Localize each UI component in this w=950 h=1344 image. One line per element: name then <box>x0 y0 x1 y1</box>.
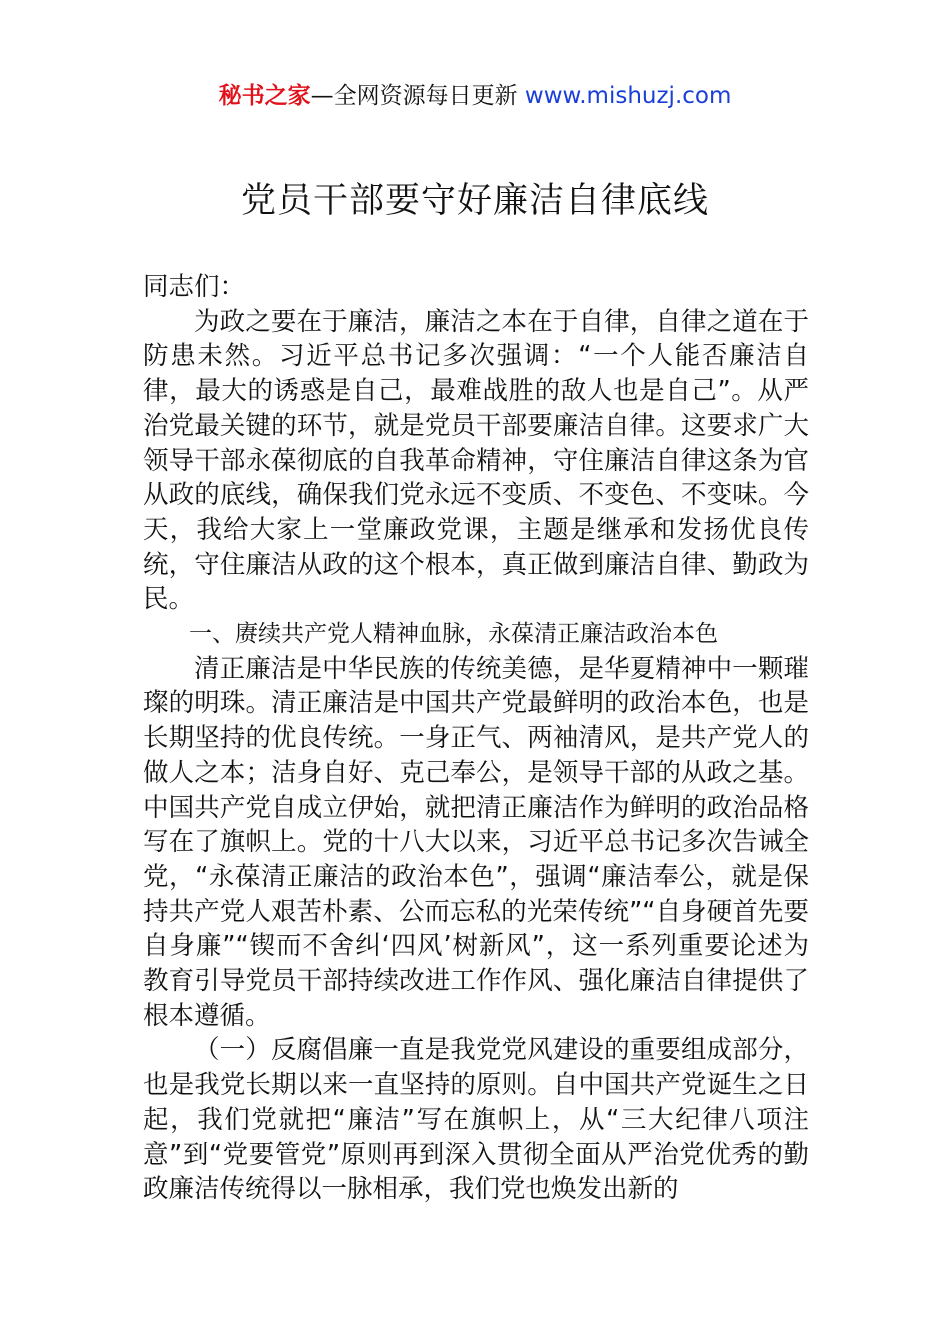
document-body <box>143 270 809 1207</box>
site-header <box>0 80 950 112</box>
site-tagline: —全网资源每日更新 <box>310 83 525 109</box>
site-brand: 秘书之家 <box>218 83 311 109</box>
site-url-link[interactable]: www.mishuzj.com <box>524 83 732 109</box>
document-title: 党员干部要守好廉洁自律底线 <box>240 181 709 221</box>
paragraph-section-1: 清正廉洁是中华民族的传统美德，是华夏精神中一颗璀璨的明珠。清正廉洁是中国共产党最鲜明的政治本色，也是长期坚持的优良传统。一身正气、两袖清风，是共产党人的做人之本；洁身自好、克己奉公，是领导干部的从政之基。中国共产党自成立伊始，就把清正廉洁作为鲜明的政治品格写在了旗帜上。党的十八大以来，习近平总书记多次告诫全党，“永葆清正廉洁的政治本色”，强调“廉洁奉公，就是保持共产党人艰苦朴素、公而忘私的光荣传统”“自身硬首先要自身廉”“锲而不舍纠‘四风’树新风”，这一系列重要论述为教育引导党员干部持续改进工作作风、强化廉洁自律提供了根本遵循。 <box>143 653 809 1031</box>
salutation: 同志们： <box>143 272 246 302</box>
paragraph-subsection-1: （一）反腐倡廉一直是我党党风建设的重要组成部分，也是我党长期以来一直坚持的原则。自中国共产党诞生之日起，我们党就把“廉洁”写在旗帜上，从“三大纪律八项注意”到“党要管党”原则再到深入贯彻全面从严治党优秀的勤政廉洁传统得以一脉相承，我们党也焕发出新的 <box>143 1035 809 1205</box>
section-heading-1: 一、赓续共产党人精神血脉，永葆清正廉洁政治本色 <box>189 621 718 648</box>
paragraph-intro: 为政之要在于廉洁，廉洁之本在于自律，自律之道在于防患未然。习近平总书记多次强调：“一个人能否廉洁自律，最大的诱惑是自己，最难战胜的敌人也是自己”。从严治党最关键的环节，就是党员干部要廉洁自律。这要求广大领导干部永葆彻底的自我革命精神，守住廉洁自律这条为官从政的底线，确保我们党永远不变质、不变色、不变味。今天，我给大家上一堂廉政党课，主题是继承和发扬优良传统，守住廉洁从政的这个根本，真正做到廉洁自律、勤政为民。 <box>143 306 809 615</box>
